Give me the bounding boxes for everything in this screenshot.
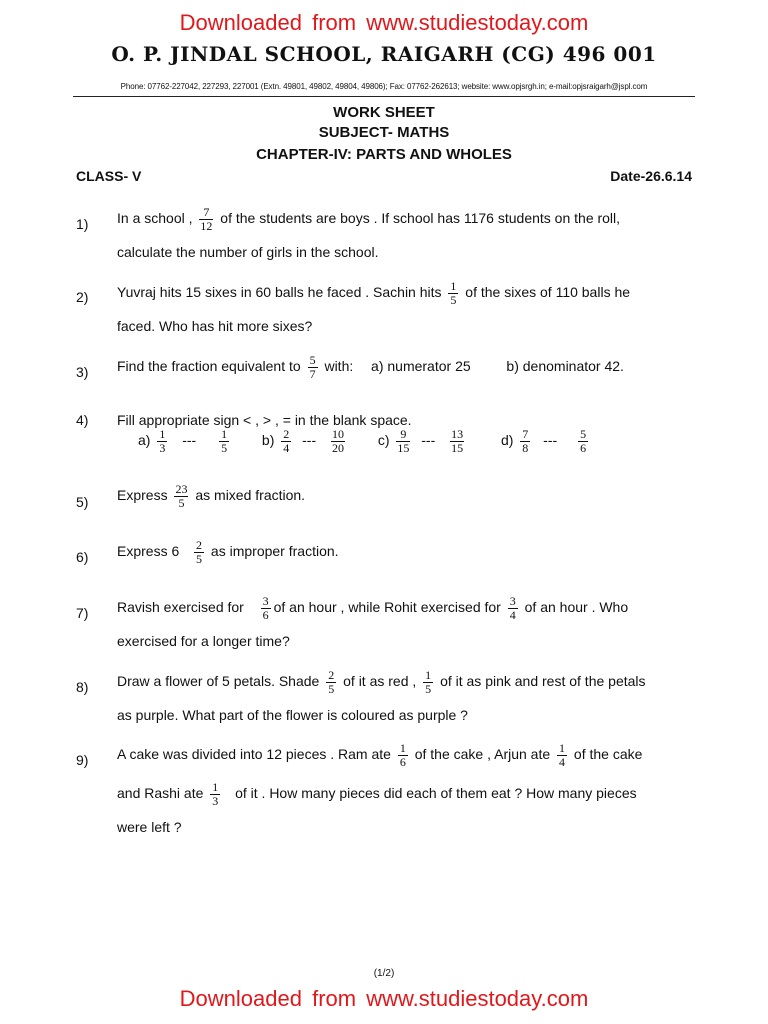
watermark-top: Downloaded from www.studiestoday.com [179, 10, 589, 35]
question-number-5: 5) [76, 494, 89, 510]
q3-option-a: a) numerator 25 [371, 358, 471, 375]
q4-blank-a: --- [182, 432, 197, 449]
question-7-line-2: exercised for a longer time? [117, 633, 290, 649]
question-9-line-3: were left ? [117, 819, 182, 835]
contact-line: Phone: 07762-227042, 227293, 227001 (Extn. 49801, 49802, 49804, 49806); Fax: 07762-262613; website: www.opjsrgh.in; e-mail:opjsraigarh@jspl.com [120, 82, 648, 91]
question-6-line [117, 539, 339, 566]
fraction-1-6: $\frac{1}{6}$ [399, 741, 406, 769]
fraction-2-5-b: $\frac{2}{5}$ [328, 668, 335, 696]
q3-text-a: Find the fraction equivalent to [117, 358, 301, 375]
q4-label-c: c) [377, 432, 390, 449]
q8-text-c: of it as pink and rest of the petals [440, 673, 646, 690]
question-3-line [117, 354, 624, 381]
question-number-4: 4) [76, 412, 89, 428]
q2-text-a: Yuvraj hits 15 sixes in 60 balls he faced . Sachin hits [117, 284, 442, 301]
q6-text-a: Express 6 [117, 543, 180, 560]
q9-text-c: of the cake [573, 746, 643, 763]
question-1-line-1 [117, 206, 620, 233]
q2-text-b: of the sixes of 110 balls he [465, 284, 631, 301]
question-number-8: 8) [76, 679, 89, 695]
date-label: Date-26.6.14 [610, 168, 692, 184]
q3-option-b: b) denominator 42. [506, 358, 624, 375]
fraction-3-4: $\frac{3}{4}$ [509, 594, 516, 622]
question-2-line-1 [117, 280, 630, 307]
q9-text-a: A cake was divided into 12 pieces . Ram ate [117, 746, 391, 763]
worksheet-title: WORK SHEET [333, 104, 435, 121]
chapter-title: CHAPTER-IV: PARTS AND WHOLES [256, 146, 512, 163]
q5-text-a: Express [117, 487, 168, 504]
school-name: O. P. JINDAL SCHOOL, RAIGARH (CG) 496 001 [111, 42, 657, 66]
fraction-1-3: $\frac{1}{3}$ [159, 427, 166, 455]
fraction-1-5-b: $\frac{1}{5}$ [425, 668, 432, 696]
q1-text-a: In a school , [117, 210, 193, 227]
fraction-1-5: $\frac{1}{5}$ [450, 279, 457, 307]
question-2-line-2: faced. Who has hit more sixes? [117, 318, 313, 334]
question-number-2: 2) [76, 289, 89, 305]
fraction-9-15: $\frac{9}{15}$ [397, 427, 410, 455]
question-number-7: 7) [76, 605, 89, 621]
question-number-9: 9) [76, 752, 89, 768]
q5-text-b: as mixed fraction. [195, 487, 306, 504]
q4-label-a: a) [138, 432, 151, 449]
q8-text-b: of it as red , [343, 673, 417, 690]
question-number-3: 3) [76, 364, 89, 380]
fraction-2-5: $\frac{2}{5}$ [196, 538, 203, 566]
q7-text-a: Ravish exercised for [117, 599, 244, 616]
q3-text-b: with: [324, 358, 354, 375]
q9-text-b: of the cake , Arjun ate [414, 746, 551, 763]
fraction-23-5: $\frac{23}{5}$ [175, 482, 188, 510]
q4-label-b: b) [261, 432, 275, 449]
fraction-3-6: $\frac{3}{6}$ [262, 594, 269, 622]
fraction-13-15: $\frac{13}{15}$ [451, 427, 464, 455]
q4-blank-c: --- [421, 432, 436, 449]
fraction-7-12: $\frac{7}{12}$ [200, 205, 213, 233]
page-number: (1/2) [373, 968, 395, 979]
fraction-1-3-b: $\frac{1}{3}$ [212, 780, 219, 808]
fraction-10-20: $\frac{10}{20}$ [332, 427, 345, 455]
q4-label-d: d) [500, 432, 514, 449]
q7-text-b: of an hour , while Rohit exercised for [273, 599, 501, 616]
class-label: CLASS- V [76, 168, 142, 184]
fraction-7-8: $\frac{7}{8}$ [522, 427, 529, 455]
q9-text-e: of it . How many pieces did each of them eat ? How many pieces [235, 785, 637, 802]
q8-text-a: Draw a flower of 5 petals. Shade [117, 673, 320, 690]
question-number-1: 1) [76, 216, 89, 232]
question-number-6: 6) [76, 549, 89, 565]
q4-blank-b: --- [302, 432, 317, 449]
fraction-5-6: $\frac{5}{6}$ [580, 427, 587, 455]
question-8-line-1 [117, 669, 646, 696]
q6-text-b: as improper fraction. [210, 543, 339, 560]
question-4-options [138, 428, 591, 455]
q7-text-c: of an hour . Who [524, 599, 629, 616]
fraction-1-5-a: $\frac{1}{5}$ [221, 427, 228, 455]
question-8-line-2: as purple. What part of the flower is coloured as purple ? [117, 707, 468, 723]
q1-text-b: of the students are boys . If school has 1176 students on the roll, [220, 210, 621, 227]
question-1-line-2: calculate the number of girls in the school. [117, 244, 379, 260]
q9-text-d: and Rashi ate [117, 785, 204, 802]
fraction-1-4: $\frac{1}{4}$ [559, 741, 566, 769]
question-4-line: Fill appropriate sign < , > , = in the blank space. [117, 412, 412, 428]
header-divider [73, 96, 695, 97]
subject-title: SUBJECT- MATHS [318, 124, 450, 141]
question-7-line-1 [117, 595, 628, 622]
fraction-5-7: $\frac{5}{7}$ [309, 353, 316, 381]
question-5-line [117, 483, 305, 510]
q4-blank-d: --- [543, 432, 558, 449]
question-9-line-2 [117, 781, 637, 808]
question-9-line-1 [117, 742, 642, 769]
watermark-bottom: Downloaded from www.studiestoday.com [179, 986, 589, 1011]
fraction-2-4: $\frac{2}{4}$ [283, 427, 290, 455]
